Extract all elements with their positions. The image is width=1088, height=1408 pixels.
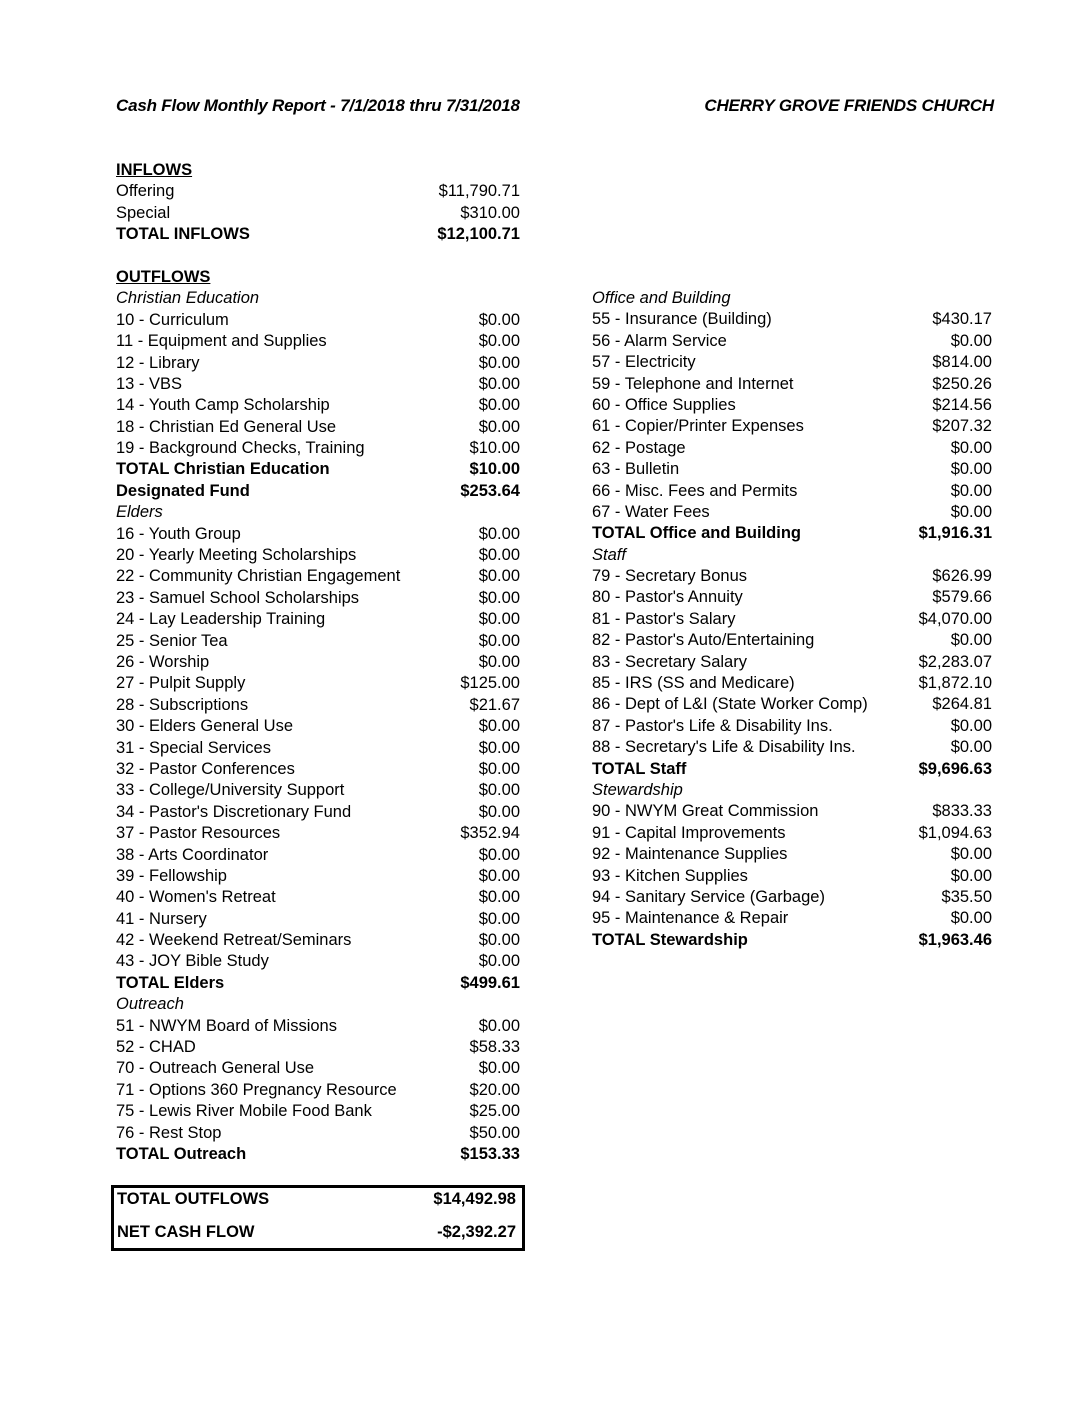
line-item-label: 32 - Pastor Conferences bbox=[116, 759, 295, 778]
line-item-amount: $35.50 bbox=[941, 887, 992, 906]
line-item-row bbox=[592, 502, 992, 523]
line-item-label: 16 - Youth Group bbox=[116, 524, 241, 543]
total-office-row bbox=[592, 523, 992, 544]
christian-ed-heading: Christian Education bbox=[116, 289, 260, 308]
line-item-label: 88 - Secretary's Life & Disability Ins. bbox=[592, 738, 856, 757]
line-item-label: 30 - Elders General Use bbox=[116, 717, 293, 736]
line-item-label: 43 - JOY Bible Study bbox=[116, 952, 269, 971]
total-christian-ed-label: TOTAL Christian Education bbox=[116, 460, 330, 479]
line-item-amount: $0.00 bbox=[478, 738, 520, 757]
line-item-amount: $250.26 bbox=[932, 374, 992, 393]
stewardship-section bbox=[592, 801, 992, 929]
line-item-row bbox=[116, 759, 520, 780]
line-item-row bbox=[592, 866, 992, 887]
line-item-row bbox=[116, 1101, 520, 1122]
line-item-label: 90 - NWYM Great Commission bbox=[592, 802, 819, 821]
line-item-label: 27 - Pulpit Supply bbox=[116, 674, 246, 693]
line-item-amount: $20.00 bbox=[469, 1080, 520, 1099]
designated-fund-row bbox=[116, 481, 520, 502]
line-item-row bbox=[116, 909, 520, 930]
total-inflows-row bbox=[116, 224, 520, 245]
line-item-label: 19 - Background Checks, Training bbox=[116, 439, 365, 458]
line-item-amount: $0.00 bbox=[478, 845, 520, 864]
line-item-row bbox=[592, 673, 992, 694]
line-item-amount: $352.94 bbox=[460, 824, 520, 843]
line-item-row bbox=[116, 331, 520, 352]
line-item-label: 33 - College/University Support bbox=[116, 781, 345, 800]
office-heading: Office and Building bbox=[592, 289, 731, 307]
elders-heading-row bbox=[116, 502, 520, 523]
line-item-amount: $0.00 bbox=[950, 631, 992, 650]
outreach-heading-row bbox=[116, 994, 520, 1015]
line-item-row bbox=[116, 566, 520, 587]
line-item-row bbox=[116, 716, 520, 737]
line-item-label: 52 - CHAD bbox=[116, 1038, 196, 1057]
line-item-amount: $0.00 bbox=[478, 524, 520, 543]
stewardship-heading-row bbox=[592, 780, 992, 801]
line-item-amount: $21.67 bbox=[469, 695, 520, 714]
inflows-heading-row bbox=[116, 160, 520, 181]
line-item-label: 11 - Equipment and Supplies bbox=[116, 332, 327, 351]
total-stewardship-amount: $1,963.46 bbox=[918, 930, 992, 949]
line-item-amount: $0.00 bbox=[950, 460, 992, 479]
inflows-section bbox=[116, 181, 520, 224]
total-christian-ed-row bbox=[116, 459, 520, 480]
stewardship-heading: Stewardship bbox=[592, 780, 683, 799]
line-item-row bbox=[592, 374, 992, 395]
line-item-label: 28 - Subscriptions bbox=[116, 695, 249, 714]
line-item-label: 26 - Worship bbox=[116, 652, 210, 671]
line-item-label: 51 - NWYM Board of Missions bbox=[116, 1016, 337, 1035]
line-item-row bbox=[116, 310, 520, 331]
total-stewardship-row bbox=[592, 930, 992, 951]
line-item-row bbox=[592, 352, 992, 373]
line-item-amount: $125.00 bbox=[460, 674, 520, 693]
line-item-row bbox=[116, 823, 520, 844]
line-item-row bbox=[116, 802, 520, 823]
line-item-amount: $2,283.07 bbox=[918, 652, 992, 671]
line-item-row bbox=[592, 566, 992, 587]
designated-fund-label: Designated Fund bbox=[116, 481, 250, 500]
line-item-row bbox=[592, 395, 992, 416]
line-item-label: 87 - Pastor's Life & Disability Ins. bbox=[592, 716, 833, 735]
total-elders-label: TOTAL Elders bbox=[116, 973, 225, 992]
line-item-label: 18 - Christian Ed General Use bbox=[116, 417, 337, 436]
line-item-amount: $833.33 bbox=[932, 802, 992, 821]
line-item-amount: $0.00 bbox=[478, 396, 520, 415]
line-item-row bbox=[116, 395, 520, 416]
total-office-label: TOTAL Office and Building bbox=[592, 524, 801, 543]
total-outreach-row bbox=[116, 1144, 520, 1165]
line-item-label: 61 - Copier/Printer Expenses bbox=[592, 417, 804, 436]
line-item-row bbox=[592, 331, 992, 352]
line-item-label: 14 - Youth Camp Scholarship bbox=[116, 396, 330, 415]
total-outflows-label: TOTAL OUTFLOWS bbox=[117, 1190, 270, 1208]
line-item-amount: $0.00 bbox=[478, 353, 520, 372]
line-item-amount: $0.00 bbox=[950, 481, 992, 500]
line-item-amount: $0.00 bbox=[478, 631, 520, 650]
line-item-row bbox=[592, 416, 992, 437]
line-item-label: 71 - Options 360 Pregnancy Resource bbox=[116, 1080, 397, 1099]
line-item-row bbox=[116, 1123, 520, 1144]
total-office-amount: $1,916.31 bbox=[918, 524, 992, 543]
line-item-amount: $50.00 bbox=[469, 1123, 520, 1142]
line-item-amount: $0.00 bbox=[478, 909, 520, 928]
line-item-row bbox=[592, 630, 992, 651]
summary-totals-box bbox=[111, 1185, 525, 1251]
christian-ed-heading-row bbox=[116, 288, 520, 309]
organization-name: CHERRY GROVE FRIENDS CHURCH bbox=[704, 96, 994, 115]
line-item-amount: $0.00 bbox=[478, 588, 520, 607]
line-item-amount: $11,790.71 bbox=[438, 182, 520, 201]
line-item-label: 24 - Lay Leadership Training bbox=[116, 610, 326, 629]
line-item-row bbox=[116, 588, 520, 609]
outflows-heading: OUTFLOWS bbox=[116, 267, 211, 286]
office-section bbox=[592, 309, 992, 523]
staff-heading-row bbox=[592, 545, 992, 566]
net-cash-flow-row bbox=[117, 1222, 516, 1243]
line-item-amount: $214.56 bbox=[932, 395, 992, 414]
line-item-amount: $264.81 bbox=[932, 695, 992, 714]
line-item-amount: $10.00 bbox=[469, 439, 520, 458]
line-item-row bbox=[592, 309, 992, 330]
line-item-row bbox=[116, 866, 520, 887]
line-item-row bbox=[592, 737, 992, 758]
outflows-heading-row bbox=[116, 267, 520, 288]
line-item-amount: $626.99 bbox=[932, 567, 992, 586]
right-column bbox=[592, 288, 992, 951]
net-cash-flow-amount: -$2,392.27 bbox=[437, 1223, 516, 1241]
line-item-amount: $0.00 bbox=[950, 909, 992, 928]
line-item-amount: $25.00 bbox=[469, 1102, 520, 1121]
line-item-amount: $0.00 bbox=[478, 417, 520, 436]
line-item-amount: $0.00 bbox=[478, 610, 520, 629]
line-item-amount: $0.00 bbox=[478, 1016, 520, 1035]
total-inflows-label: TOTAL INFLOWS bbox=[116, 225, 250, 244]
outreach-heading: Outreach bbox=[116, 995, 184, 1014]
line-item-row bbox=[116, 181, 520, 202]
line-item-row bbox=[592, 823, 992, 844]
line-item-label: 31 - Special Services bbox=[116, 738, 271, 757]
line-item-amount: $0.00 bbox=[478, 781, 520, 800]
office-heading-row bbox=[592, 288, 992, 309]
line-item-label: 66 - Misc. Fees and Permits bbox=[592, 481, 798, 500]
line-item-amount: $430.17 bbox=[932, 310, 992, 329]
line-item-amount: $0.00 bbox=[950, 845, 992, 864]
line-item-label: 75 - Lewis River Mobile Food Bank bbox=[116, 1102, 372, 1121]
line-item-label: 85 - IRS (SS and Medicare) bbox=[592, 674, 795, 693]
line-item-label: 92 - Maintenance Supplies bbox=[592, 845, 788, 864]
line-item-amount: $0.00 bbox=[478, 374, 520, 393]
line-item-row bbox=[592, 694, 992, 715]
line-item-amount: $814.00 bbox=[932, 353, 992, 372]
line-item-label: 59 - Telephone and Internet bbox=[592, 374, 794, 393]
total-outreach-label: TOTAL Outreach bbox=[116, 1144, 247, 1163]
line-item-row bbox=[116, 695, 520, 716]
line-item-amount: $0.00 bbox=[478, 759, 520, 778]
line-item-amount: $310.00 bbox=[460, 203, 520, 222]
line-item-row bbox=[116, 930, 520, 951]
line-item-label: 38 - Arts Coordinator bbox=[116, 845, 269, 864]
total-staff-label: TOTAL Staff bbox=[592, 759, 687, 778]
line-item-amount: $0.00 bbox=[478, 652, 520, 671]
line-item-amount: $0.00 bbox=[950, 502, 992, 521]
total-stewardship-label: TOTAL Stewardship bbox=[592, 930, 748, 949]
line-item-row bbox=[116, 609, 520, 630]
line-item-amount: $0.00 bbox=[950, 331, 992, 350]
line-item-label: 56 - Alarm Service bbox=[592, 331, 727, 350]
staff-section bbox=[592, 566, 992, 759]
line-item-label: 12 - Library bbox=[116, 353, 200, 372]
line-item-row bbox=[592, 887, 992, 908]
line-item-row bbox=[592, 459, 992, 480]
line-item-row bbox=[116, 673, 520, 694]
total-inflows-amount: $12,100.71 bbox=[437, 225, 520, 244]
line-item-label: 57 - Electricity bbox=[592, 353, 696, 372]
line-item-amount: $0.00 bbox=[950, 438, 992, 457]
elders-heading: Elders bbox=[116, 503, 163, 522]
line-item-amount: $1,094.63 bbox=[918, 823, 992, 842]
total-staff-row bbox=[592, 759, 992, 780]
line-item-amount: $4,070.00 bbox=[918, 609, 992, 628]
line-item-label: 91 - Capital Improvements bbox=[592, 823, 786, 842]
line-item-row bbox=[592, 587, 992, 608]
line-item-amount: $0.00 bbox=[950, 738, 992, 757]
total-staff-amount: $9,696.63 bbox=[918, 759, 992, 778]
line-item-amount: $0.00 bbox=[950, 716, 992, 735]
line-item-label: 67 - Water Fees bbox=[592, 502, 710, 521]
staff-heading: Staff bbox=[592, 545, 626, 564]
line-item-amount: $0.00 bbox=[478, 310, 520, 329]
line-item-label: 62 - Postage bbox=[592, 438, 686, 457]
line-item-amount: $0.00 bbox=[950, 866, 992, 885]
line-item-row bbox=[116, 631, 520, 652]
line-item-label: 82 - Pastor's Auto/Entertaining bbox=[592, 631, 815, 650]
line-item-row bbox=[592, 652, 992, 673]
line-item-row bbox=[116, 652, 520, 673]
line-item-label: 39 - Fellowship bbox=[116, 866, 227, 885]
total-elders-row bbox=[116, 973, 520, 994]
line-item-row bbox=[592, 609, 992, 630]
line-item-row bbox=[116, 545, 520, 566]
line-item-amount: $0.00 bbox=[478, 567, 520, 586]
report-title: Cash Flow Monthly Report - 7/1/2018 thru 7/31/2018 bbox=[116, 96, 520, 115]
line-item-label: 83 - Secretary Salary bbox=[592, 652, 747, 671]
line-item-row bbox=[592, 716, 992, 737]
line-item-label: 81 - Pastor's Salary bbox=[592, 609, 736, 628]
line-item-row bbox=[116, 780, 520, 801]
line-item-label: 37 - Pastor Resources bbox=[116, 824, 281, 843]
line-item-row bbox=[116, 203, 520, 224]
total-outflows-amount: $14,492.98 bbox=[433, 1190, 516, 1208]
total-outflows-row bbox=[117, 1189, 516, 1210]
line-item-amount: $207.32 bbox=[932, 417, 992, 436]
line-item-label: 34 - Pastor's Discretionary Fund bbox=[116, 802, 352, 821]
line-item-row bbox=[116, 374, 520, 395]
line-item-row bbox=[116, 1037, 520, 1058]
left-column bbox=[116, 160, 520, 1165]
elders-section bbox=[116, 524, 520, 973]
line-item-amount: $0.00 bbox=[478, 931, 520, 950]
line-item-amount: $0.00 bbox=[478, 332, 520, 351]
line-item-label: 86 - Dept of L&I (State Worker Comp) bbox=[592, 695, 868, 714]
line-item-label: 93 - Kitchen Supplies bbox=[592, 866, 748, 885]
line-item-row bbox=[592, 801, 992, 822]
total-christian-ed-amount: $10.00 bbox=[469, 460, 520, 479]
line-item-label: 55 - Insurance (Building) bbox=[592, 310, 772, 329]
line-item-label: 76 - Rest Stop bbox=[116, 1123, 222, 1142]
line-item-row bbox=[116, 738, 520, 759]
line-item-label: 22 - Community Christian Engagement bbox=[116, 567, 401, 586]
line-item-label: 41 - Nursery bbox=[116, 909, 207, 928]
line-item-row bbox=[116, 951, 520, 972]
line-item-amount: $0.00 bbox=[478, 1059, 520, 1078]
total-elders-amount: $499.61 bbox=[460, 973, 520, 992]
line-item-row bbox=[116, 1016, 520, 1037]
line-item-row bbox=[116, 1080, 520, 1101]
line-item-amount: $579.66 bbox=[932, 588, 992, 607]
line-item-amount: $0.00 bbox=[478, 717, 520, 736]
line-item-row bbox=[116, 438, 520, 459]
line-item-label: 95 - Maintenance & Repair bbox=[592, 909, 789, 928]
line-item-amount: $0.00 bbox=[478, 546, 520, 565]
line-item-row bbox=[592, 438, 992, 459]
net-cash-flow-label: NET CASH FLOW bbox=[117, 1223, 255, 1241]
line-item-label: 42 - Weekend Retreat/Seminars bbox=[116, 931, 352, 950]
outreach-section bbox=[116, 1016, 520, 1144]
line-item-row bbox=[116, 417, 520, 438]
line-item-amount: $0.00 bbox=[478, 888, 520, 907]
line-item-label: 10 - Curriculum bbox=[116, 310, 229, 329]
line-item-amount: $0.00 bbox=[478, 866, 520, 885]
inflows-heading: INFLOWS bbox=[116, 161, 193, 179]
line-item-row bbox=[116, 353, 520, 374]
line-item-row bbox=[592, 908, 992, 929]
line-item-amount: $0.00 bbox=[478, 952, 520, 971]
line-item-row bbox=[592, 844, 992, 865]
line-item-label: 20 - Yearly Meeting Scholarships bbox=[116, 546, 357, 565]
line-item-label: 94 - Sanitary Service (Garbage) bbox=[592, 887, 825, 906]
line-item-row bbox=[116, 887, 520, 908]
line-item-label: Offering bbox=[116, 182, 175, 201]
designated-fund-amount: $253.64 bbox=[460, 481, 520, 500]
line-item-label: Special bbox=[116, 203, 171, 222]
line-item-label: 63 - Bulletin bbox=[592, 460, 680, 479]
line-item-row bbox=[592, 481, 992, 502]
christian-ed-section bbox=[116, 310, 520, 460]
line-item-row bbox=[116, 845, 520, 866]
line-item-label: 79 - Secretary Bonus bbox=[592, 567, 747, 586]
total-outreach-amount: $153.33 bbox=[460, 1144, 520, 1163]
line-item-label: 23 - Samuel School Scholarships bbox=[116, 588, 360, 607]
line-item-label: 40 - Women's Retreat bbox=[116, 888, 276, 907]
line-item-label: 13 - VBS bbox=[116, 374, 183, 393]
line-item-amount: $0.00 bbox=[478, 802, 520, 821]
line-item-label: 70 - Outreach General Use bbox=[116, 1059, 315, 1078]
line-item-label: 80 - Pastor's Annuity bbox=[592, 588, 743, 607]
line-item-label: 60 - Office Supplies bbox=[592, 395, 736, 414]
line-item-amount: $58.33 bbox=[469, 1038, 520, 1057]
line-item-label: 25 - Senior Tea bbox=[116, 631, 228, 650]
line-item-amount: $1,872.10 bbox=[918, 674, 992, 693]
line-item-row bbox=[116, 524, 520, 545]
line-item-row bbox=[116, 1058, 520, 1079]
